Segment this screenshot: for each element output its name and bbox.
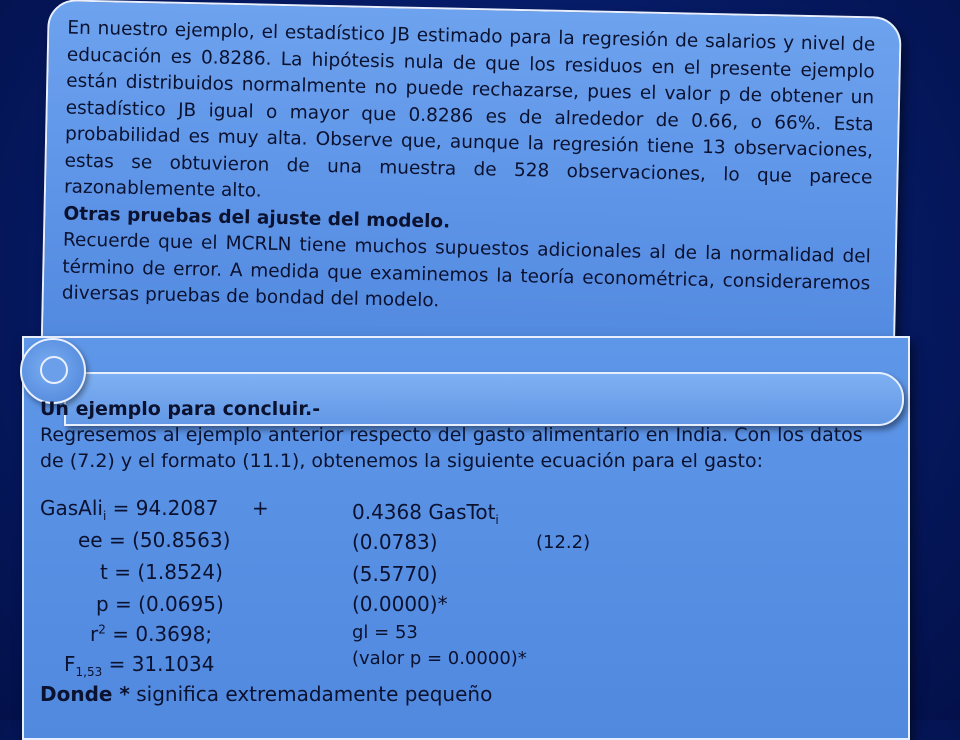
example-title: Un ejemplo para concluir.-: [40, 398, 321, 420]
f-pvalue: (valor p = 0.0000)*: [352, 648, 527, 669]
gl-stat: gl = 53: [352, 622, 418, 643]
equation-number: (12.2): [536, 532, 591, 553]
p-right: (0.0000)*: [352, 592, 448, 616]
equation-lhs: GasAli$_i$ = 94.2087: [40, 496, 219, 523]
bottom-text-block: [40, 398, 880, 474]
top-scroll-panel: [40, 0, 902, 389]
example-intro: Regresemos al ejemplo anterior respecto del gasto alimentario en India. Con los datos de (7.2) y el formato (11.1), obtenemos la siguiente ecuación para el gasto:: [40, 424, 863, 472]
scroll-curl-icon: [20, 338, 86, 404]
ee-left: ee = (50.8563): [78, 528, 231, 552]
equation-plus: +: [252, 496, 269, 520]
r2-stat: $r^2 = 0.3698$;: [90, 622, 213, 646]
t-left: t = (1.8524): [100, 560, 223, 584]
top-text-block: [62, 16, 876, 324]
equation-rhs: 0.4368 GasTot$_i$: [352, 500, 499, 527]
footnote: Donde * significa extremadamente pequeño: [40, 682, 493, 706]
ee-right: (0.0783): [352, 530, 438, 554]
f-stat: $F_{1,53} = 31.1034$: [64, 652, 215, 679]
paragraph-mcrln: Recuerde que el MCRLN tiene muchos supuestos adicionales al de la normalidad del término de error. A medida que examinemos la teoría econométrica, consideraremos diversas pruebas de bondad del modelo.: [61, 229, 871, 312]
paragraph-jb: En nuestro ejemplo, el estadístico JB estimado para la regresión de salarios y nivel de educación es 0.8286. La hipótesis nula de que los residuos en el presente ejemplo están distribuidos normalmente no puede rechazarse, pues el valor p de obtener un estadístico JB igual o mayor que 0.8286 es de alrededor de 0.66, o 66%. Esta probabilidad es muy alta. Observe que, aunque la regresión tiene 13 observaciones, estas se obtuvieron de una muestra de 528 observaciones, lo que parece razonablemente alto.: [63, 17, 876, 202]
p-left: p = (0.0695): [96, 592, 224, 616]
t-right: (5.5770): [352, 562, 438, 586]
section-heading: Otras pruebas del ajuste del modelo.: [63, 202, 451, 233]
